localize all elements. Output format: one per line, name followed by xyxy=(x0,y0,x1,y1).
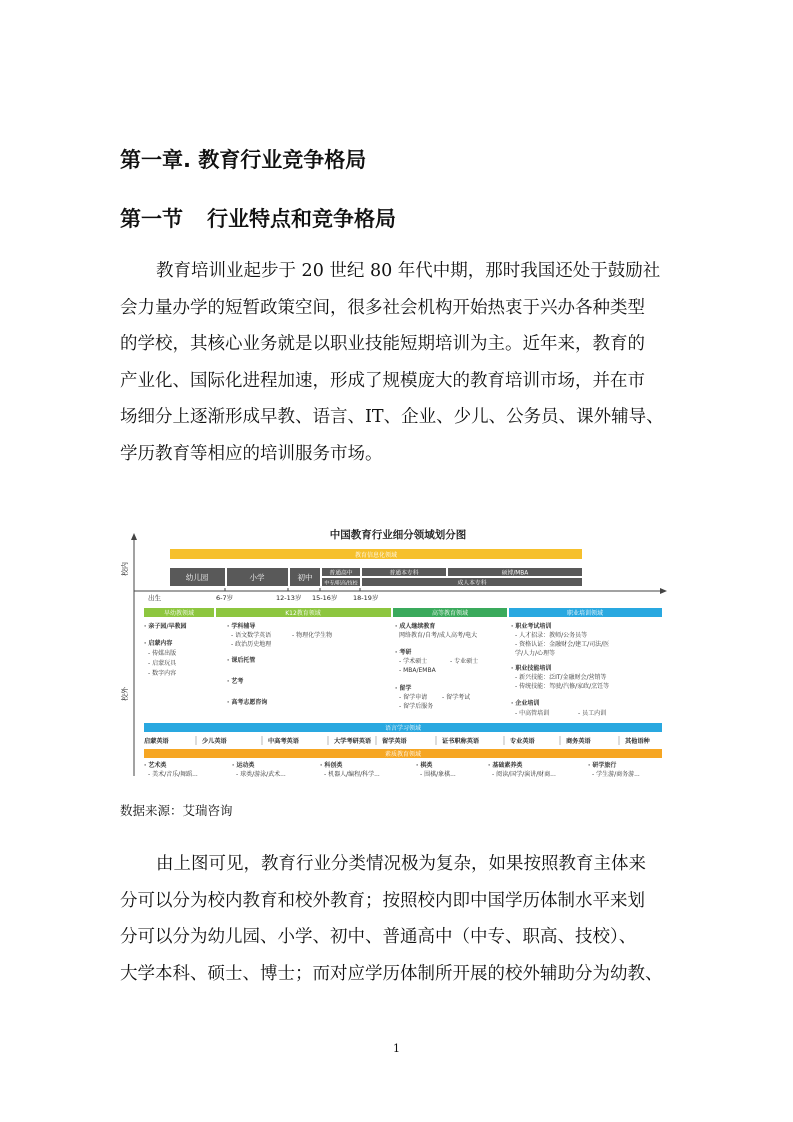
info-bar-label: 教育信息化领域 xyxy=(354,552,398,559)
quality-sub: - 美术/音乐/舞蹈... xyxy=(148,771,198,778)
col2-item: - 语文数学英语 xyxy=(231,632,272,639)
age-label: 18-19岁 xyxy=(353,594,379,602)
language-item: 大学考研英语 xyxy=(334,738,372,745)
col4-item: · 企业培训 xyxy=(511,700,540,707)
col3-item: · 留学 xyxy=(395,685,412,692)
quality-category: · 运动类 xyxy=(232,762,255,769)
col4-item: - 新兴技能：泛IT/金融财会/营销等 xyxy=(515,674,607,681)
domain-header-label: K12教育领域 xyxy=(285,610,321,617)
paragraph-analysis xyxy=(120,846,675,992)
age-label: 出生 xyxy=(148,594,161,602)
age-label: 12-13岁 xyxy=(276,594,302,602)
language-item: 中高考英语 xyxy=(268,738,299,745)
col2-item: · 学科辅导 xyxy=(227,623,256,630)
language-item: 留学英语 xyxy=(382,738,407,745)
quality-sub: - 围棋/象棋... xyxy=(420,771,456,778)
kindergarten-label: 幼儿园 xyxy=(185,573,209,582)
language-item: 证书职称英语 xyxy=(442,738,480,745)
language-item: 其他语种 xyxy=(625,738,650,745)
col4-item: · 职业考试培训 xyxy=(511,623,552,630)
adult-label: 成人本专科 xyxy=(457,580,487,587)
domain-header-label: 职业培训领域 xyxy=(566,610,604,617)
junior-label: 初中 xyxy=(297,573,313,582)
paragraph-line: 产业化、国际化进程加速，形成了规模庞大的教育培训市场，并在市 xyxy=(120,370,645,391)
section-title xyxy=(120,203,396,233)
section-number: 第一节 xyxy=(120,207,183,231)
col2-item: - 政治历史地理 xyxy=(231,641,272,648)
col1-item: - 启蒙玩具 xyxy=(148,660,177,667)
quality-category: · 艺术类 xyxy=(144,762,167,769)
col4-item: - 传统技能：驾驶/汽修/家政/烹饪等 xyxy=(515,683,610,690)
figure-source: 数据来源：艾瑞咨询 xyxy=(120,803,233,818)
col3-item: - 留学后服务 xyxy=(399,703,434,710)
col4-item: 学/人力/心理等 xyxy=(515,650,556,657)
col4-item: - 人才招录：教师/公务员等 xyxy=(515,632,588,639)
col3-item: - 留学考试 xyxy=(442,694,471,701)
grad-label: 硕博/MBA xyxy=(501,570,529,577)
col1-item: · 亲子园/早教园 xyxy=(144,623,187,630)
paragraph-intro xyxy=(120,253,675,472)
col4-item: - 资格认证：金融财会/建工/司法/医 xyxy=(515,641,610,648)
quality-sub: - 阅读/国学/演讲/财商... xyxy=(492,771,556,778)
language-band-label: 语言学习领域 xyxy=(384,725,422,732)
col2-item: · 高考志愿咨询 xyxy=(227,699,268,706)
quality-sub: - 学生游/商务游... xyxy=(592,771,640,778)
col3-item: 网络教育/自考/成人高考/电大 xyxy=(399,632,478,639)
paragraph-line: 教育培训业起步于 20 世纪 80 年代中期，那时我国还处于鼓励社 xyxy=(156,261,661,281)
language-item: 专业英语 xyxy=(510,738,535,745)
paragraph-line: 场细分上逐渐形成早教、语言、IT、企业、少儿、公务员、课外辅导、 xyxy=(120,407,664,427)
col2-item: - 物理化学生物 xyxy=(292,632,333,639)
paragraph-line: 由上图可见，教育行业分类情况极为复杂，如果按照教育主体来 xyxy=(156,854,646,874)
quality-category: · 棋类 xyxy=(416,762,433,769)
col1-item: - 传媒出版 xyxy=(148,650,177,657)
col3-item: - 学术硕士 xyxy=(399,658,428,665)
page-number: 1 xyxy=(393,1042,400,1055)
education-segment-figure xyxy=(120,524,675,779)
col1-item: · 启蒙内容 xyxy=(144,640,173,647)
senior-label: 普通高中 xyxy=(329,570,353,577)
quality-category: · 科创类 xyxy=(320,762,343,769)
col1-item: - 数字内容 xyxy=(148,670,177,677)
col3-item: · 考研 xyxy=(395,649,412,656)
quality-category: · 基础素养类 xyxy=(488,762,523,769)
col3-item: - 专业硕士 xyxy=(450,658,479,665)
domain-header-label: 早幼教领域 xyxy=(163,610,195,617)
language-item: 少儿英语 xyxy=(202,738,227,745)
figure-title: 中国教育行业细分领域划分图 xyxy=(329,529,467,541)
language-item: 启蒙英语 xyxy=(144,738,169,745)
chapter-title: 第一章. 教育行业竞争格局 xyxy=(120,148,367,172)
paragraph-line: 分可以分为校内教育和校外教育；按照校内即中国学历体制水平来划 xyxy=(120,890,645,911)
quality-category: · 研学旅行 xyxy=(588,762,617,769)
quality-band-label: 素质教育领域 xyxy=(384,751,422,758)
col4-item: - 员工内训 xyxy=(578,710,607,717)
col4-item: · 职业技能培训 xyxy=(511,665,552,672)
col3-item: - MBA/EMBA xyxy=(399,667,436,674)
paragraph-line: 的学校，其核心业务就是以职业技能短期培训为主。近年来，教育的 xyxy=(120,334,645,354)
paragraph-line: 大学本科、硕士、博士；而对应学历体制所开展的校外辅助分为幼教、 xyxy=(120,963,663,984)
quality-sub: - 机器人/编程/科学... xyxy=(324,771,380,778)
undergrad-label: 普通本专科 xyxy=(389,570,419,577)
paragraph-line: 会力量办学的短暂政策空间，很多社会机构开始热衷于兴办各种类型 xyxy=(120,297,645,318)
col3-item: · 成人继续教育 xyxy=(395,623,436,630)
age-label: 6-7岁 xyxy=(216,594,234,602)
primary-label: 小学 xyxy=(249,573,265,582)
paragraph-line: 分可以分为幼儿园、小学、初中、普通高中（中专、职高、技校）、 xyxy=(120,927,637,947)
col2-item: · 艺考 xyxy=(227,678,244,685)
vocational-label: 中专/职高/技校 xyxy=(324,580,358,587)
age-label: 15-16岁 xyxy=(312,594,338,602)
col2-item: · 课后托管 xyxy=(227,657,256,664)
language-item: 商务英语 xyxy=(566,738,591,745)
quality-sub: - 球类/游泳/武术... xyxy=(236,771,286,778)
axis-label-outside: 校外 xyxy=(121,687,129,701)
domain-header-label: 高等教育领域 xyxy=(431,610,469,617)
axis-label-inside: 校内 xyxy=(121,562,129,576)
section-name: 行业特点和竞争格局 xyxy=(207,207,396,231)
paragraph-line: 学历教育等相应的培训服务市场。 xyxy=(120,443,383,464)
col3-item: - 留学申请 xyxy=(399,694,428,701)
col4-item: - 中高管培训 xyxy=(515,710,550,717)
